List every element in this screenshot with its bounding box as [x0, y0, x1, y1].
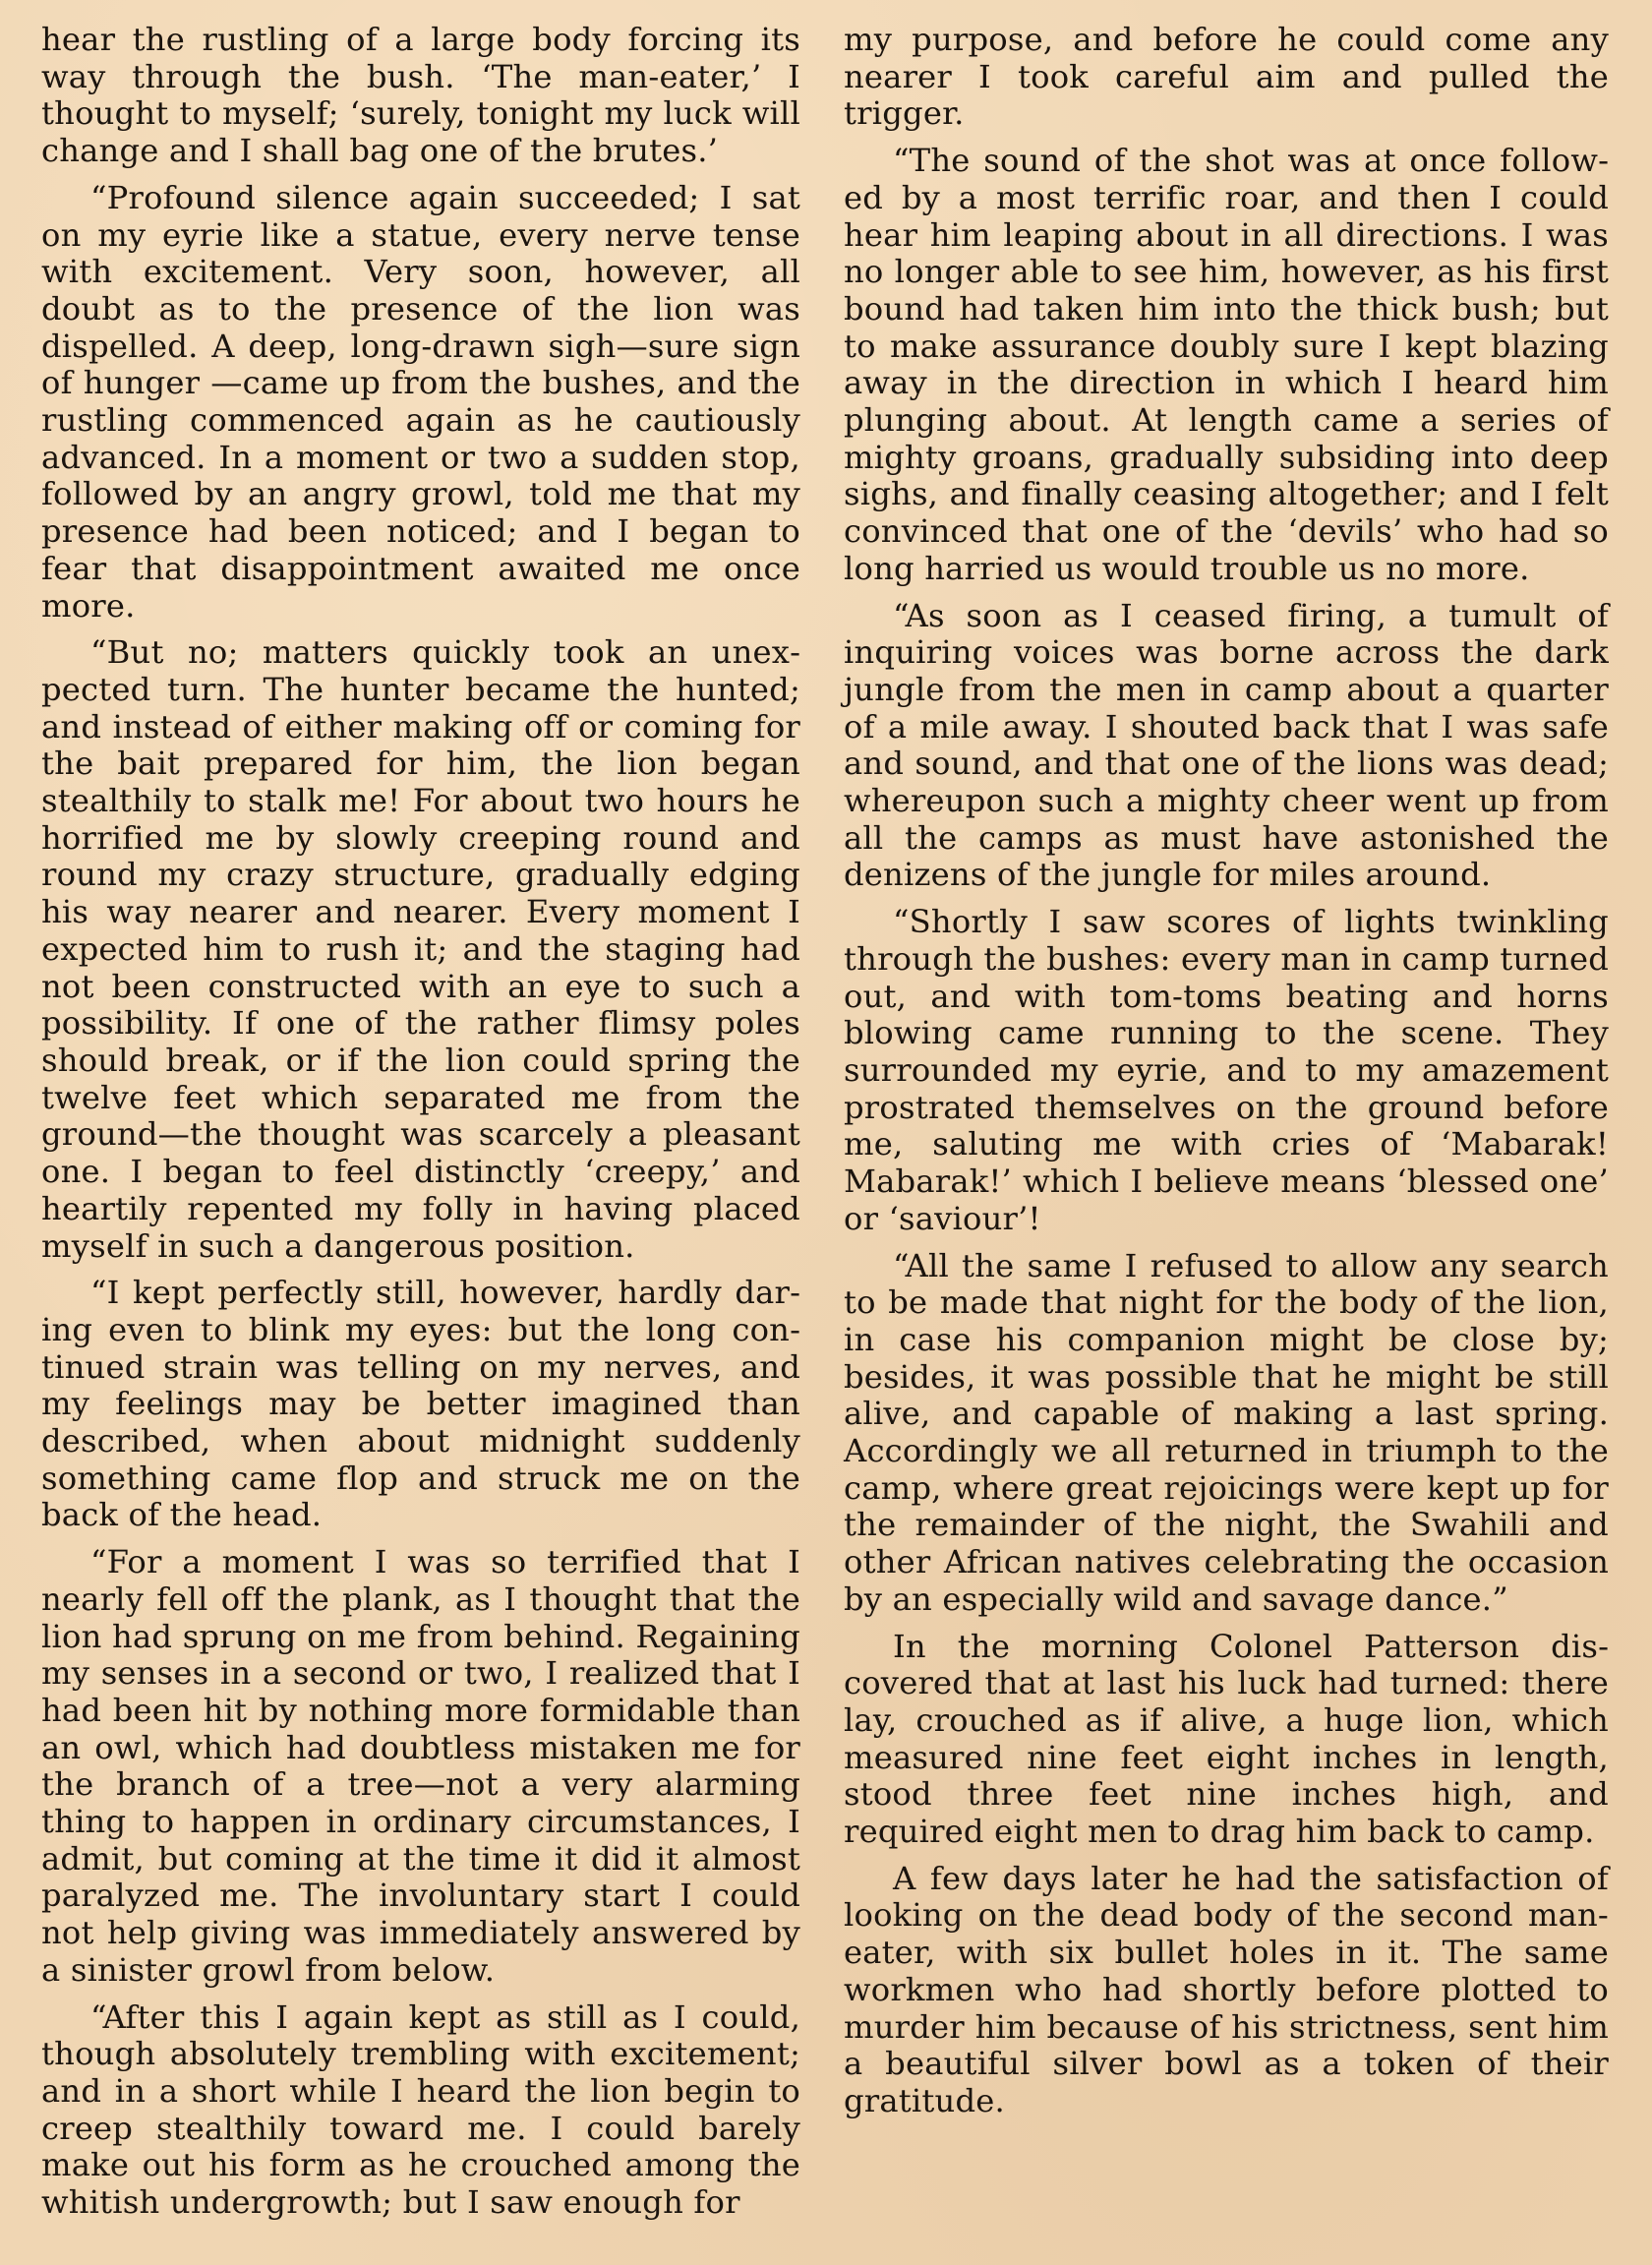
paragraph: “Shortly I saw scores of lights twinkling through the bushes: every man in camp turned out, and with tom-toms beating and horns blowing came running to the scene. They surrounded my eyrie, and to my amazement prostrated themselves on the ground before me, saluting me with cries of ‘Mabarak! Mabarak!’ which I believe means ‘blessed one’ or ‘saviour’!	[844, 903, 1609, 1237]
paragraph: A few days later he had the satisfaction of looking on the dead body of the second man-eater, with six bullet holes in it. The same workmen who had shortly before plotted to murder him because of his strictness, sent him a beautiful silver bowl as a token of their gratitude.	[844, 1859, 1609, 2119]
paragraph: “I kept perfectly still, however, hardly daring even to blink my eyes: but the long continued strain was telling on my nerves, and my feelings may be better imagined than described, when about midnight suddenly something came flop and struck me on the back of the head.	[41, 1274, 800, 1534]
paragraph: “For a moment I was so terrified that I nearly fell off the plank, as I thought that the lion had sprung on me from behind. Regaining my senses in a second or two, I realized that I had been hit by nothing more formidable than an owl, which had doubtless mistaken me for the branch of a tree—not a very alarming thing to happen in ordinary circumstances, I admit, but coming at the time it did it almost paralyzed me. The involuntary start I could not help giving was immediately answered by a sinister growl from below.	[41, 1543, 800, 1989]
paragraph-continuation: hear the rustling of a large body forcing its way through the bush. ‘The man-eater,’ I thought to myself; ‘surely, tonight my luck will change and I shall bag one of the brutes.’	[41, 21, 800, 170]
paragraph: “But no; matters quickly took an unexpected turn. The hunter became the hunted; and instead of either making off or coming for the bait prepared for him, the lion began stealthily to stalk me! For about two hours he horrified me by slowly creeping round and round my crazy structure, gradually edging his way nearer and nearer. Every moment I expected him to rush it; and the staging had not been constructed with an eye to such a possibility. If one of the rather flimsy poles should break, or if the lion could spring the twelve feet which separated me from the ground—the thought was scarcely a pleasant one. I began to feel distinctly ‘creepy,’ and heartily repented my folly in having placed myself in such a dangerous position.	[41, 633, 800, 1265]
paragraph: “Profound silence again succeeded; I sat on my eyrie like a statue, every nerve tense with excitement. Very soon, however, all doubt as to the presence of the lion was dispelled. A deep, long-drawn sigh—sure sign of hunger —came up from the bushes, and the rustling commenced again as he cautiously advanced. In a moment or two a sudden stop, followed by an angry growl, told me that my presence had been noticed; and I began to fear that disappointment awaited me once more.	[41, 178, 800, 625]
paragraph-continuation: my purpose, and before he could come any nearer I took careful aim and pulled the trigger.	[844, 21, 1609, 133]
paragraph: “The sound of the shot was at once followed by a most terrific roar, and then I could hear him leaping about in all directions. I was no longer able to see him, however, as his first bound had taken him into the thick bush; but to make assurance doubly sure I kept blazing away in the direction in which I heard him plunging about. At length came a series of mighty groans, gradually subsiding into deep sighs, and finally ceasing altogether; and I felt convinced that one of the ‘devils’ who had so long harried us would trouble us no more.	[844, 142, 1609, 587]
paragraph: “All the same I refused to allow any search to be made that night for the body of the lion, in case his companion might be close by; besides, it was possible that he might be still alive, and capable of making a last spring. Accordingly we all returned in triumph to the camp, where great rejoicings were kept up for the remainder of the night, the Swahili and other African natives celebrating the occasion by an especially wild and savage dance.”	[844, 1246, 1609, 1618]
right-column	[844, 22, 1609, 2130]
paragraph: In the morning Colonel Patterson discovered that at last his luck had turned: there lay, crouched as if alive, a huge lion, which measured nine feet eight inches in length, stood three feet nine inches high, and required eight men to drag him back to camp.	[844, 1627, 1609, 1851]
paragraph: “After this I again kept as still as I could, though absolutely trembling with excitement; and in a short while I heard the lion begin to creep stealthily toward me. I could barely make out his form as he crouched among the whitish undergrowth; but I saw enough for	[41, 1997, 800, 2222]
left-column	[41, 22, 800, 2232]
paragraph: “As soon as I ceased firing, a tumult of inquiring voices was borne across the dark jungle from the men in camp about a quarter of a mile away. I shouted back that I was safe and sound, and that one of the lions was dead; whereupon such a mighty cheer went up from all the camps as must have astonished the denizens of the jungle for miles around.	[844, 596, 1609, 894]
